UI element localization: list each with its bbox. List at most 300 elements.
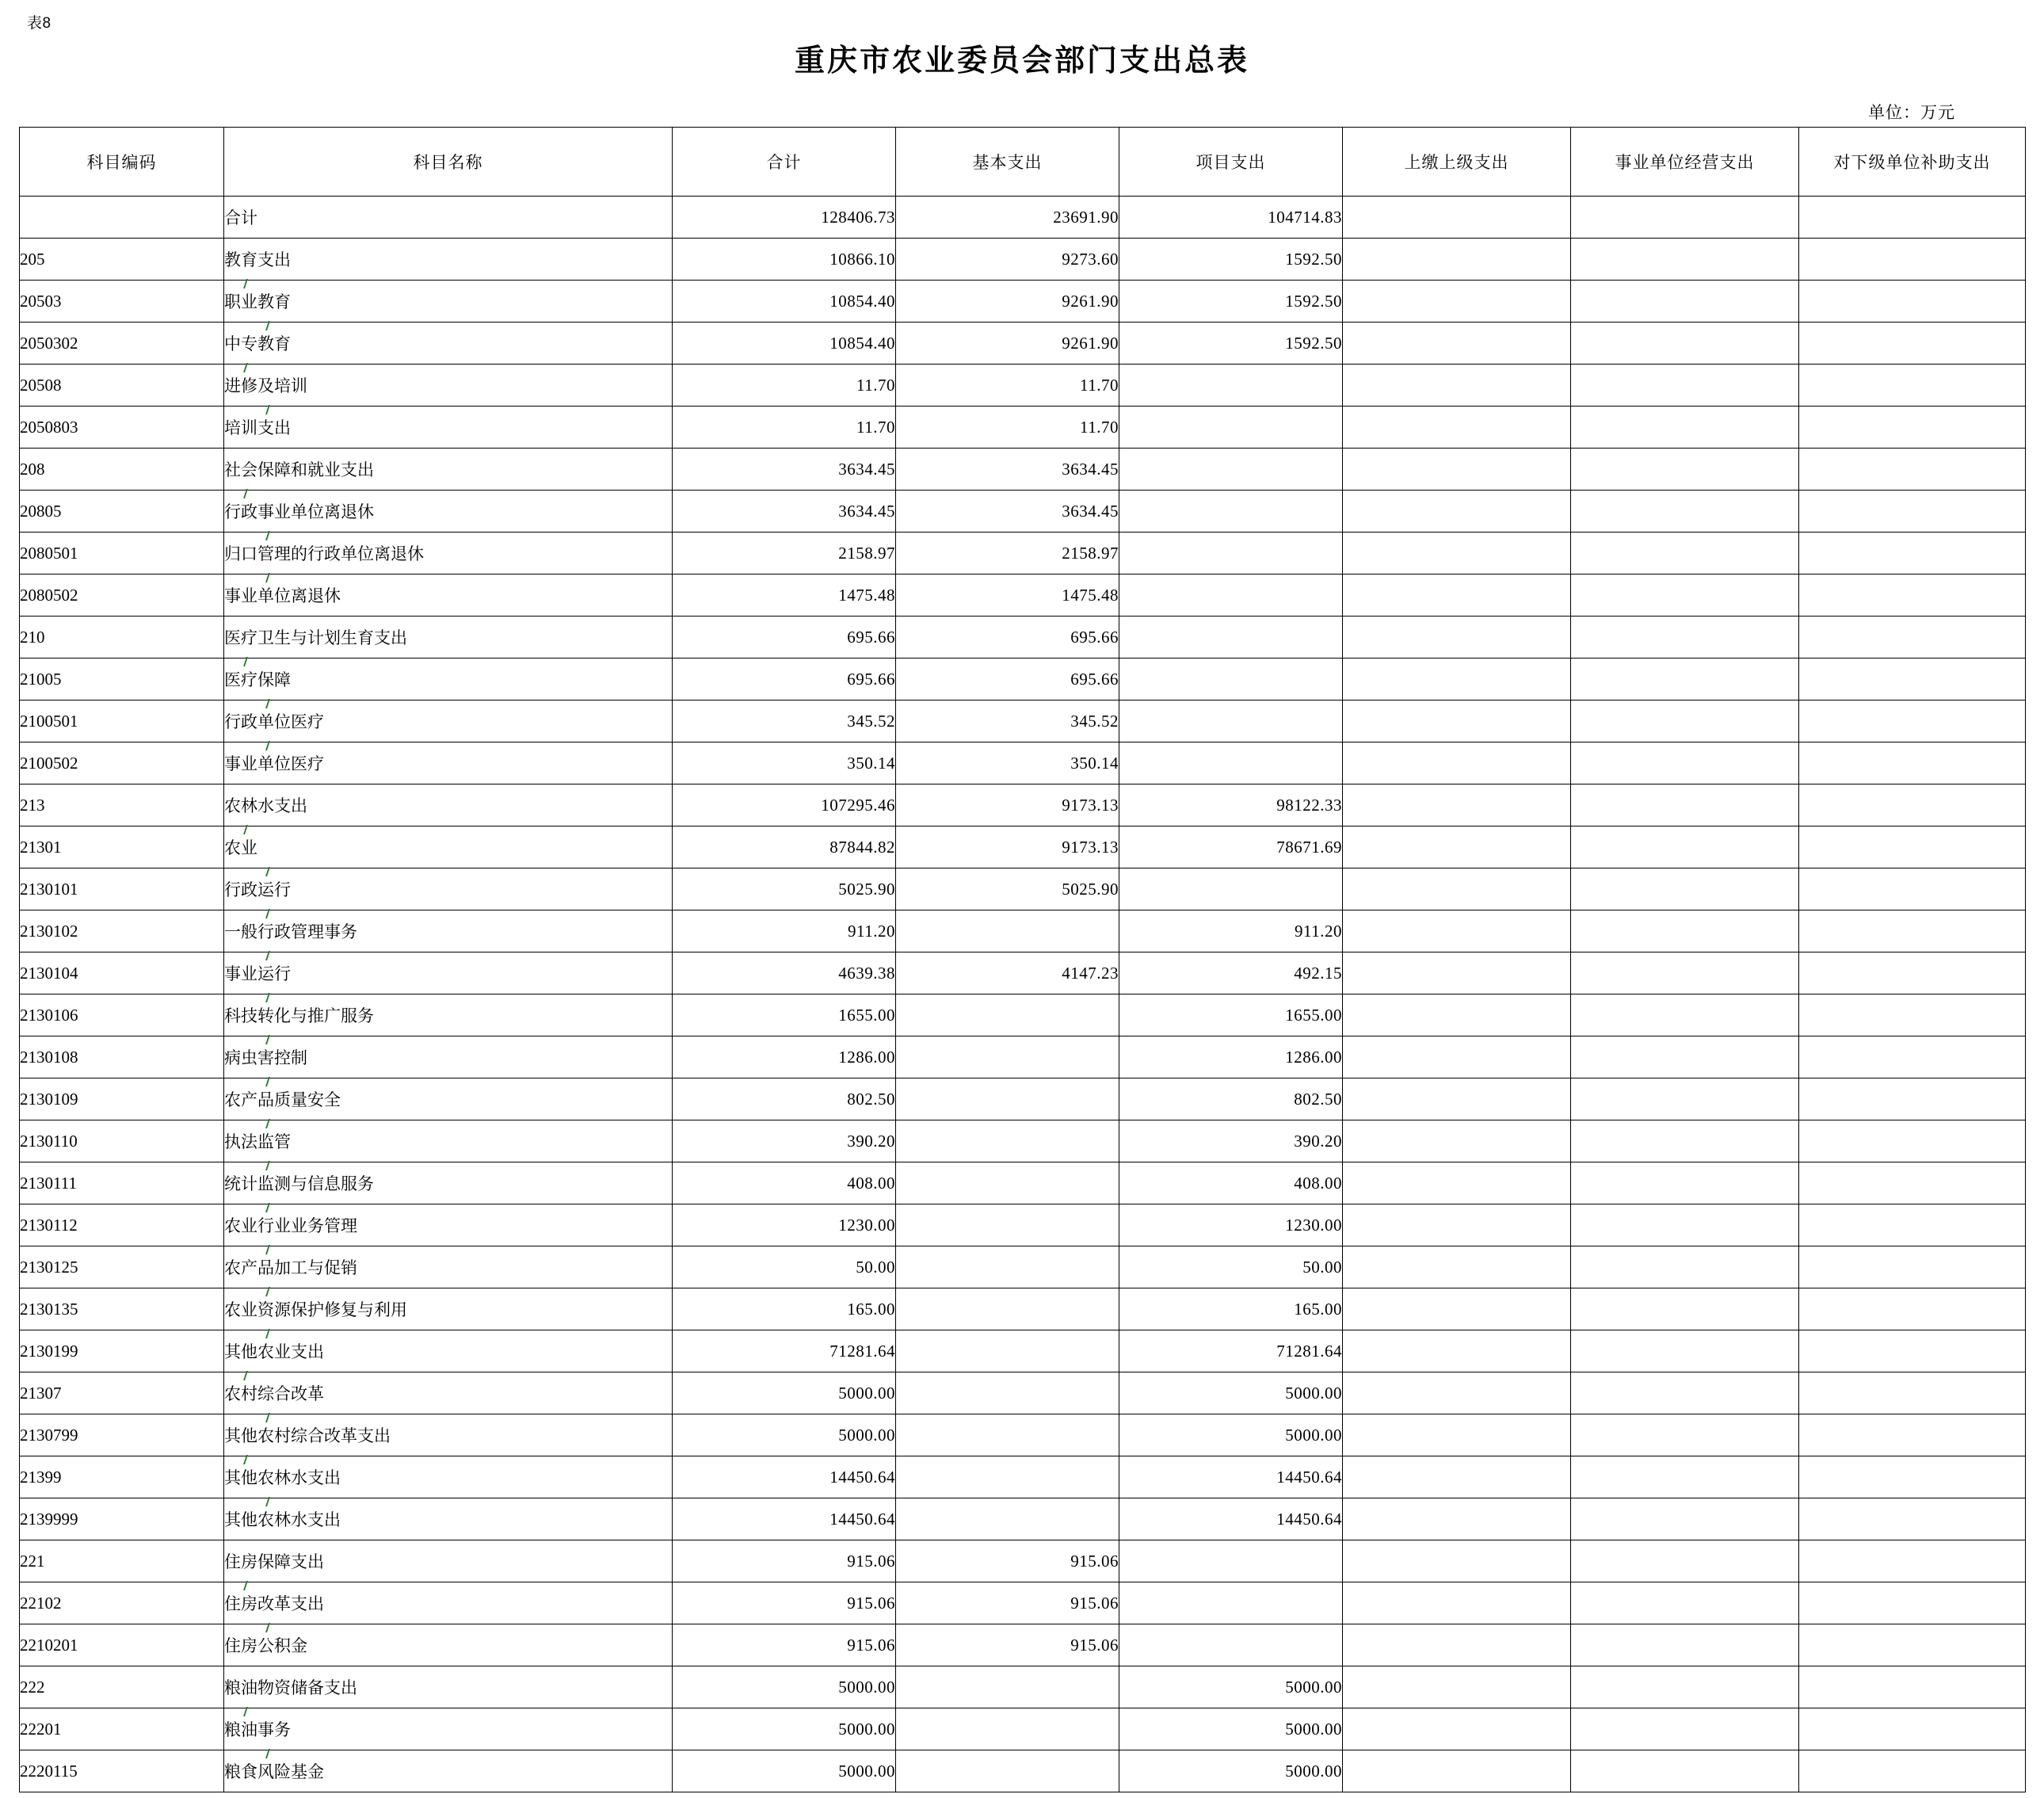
cell-project-expenditure: 1230.00 — [1119, 1204, 1343, 1246]
cell-remit-to-higher — [1343, 826, 1571, 868]
cell-subsidy-to-lower — [1799, 1456, 2026, 1498]
cell-subsidy-to-lower — [1799, 1708, 2026, 1750]
cell-total: 128406.73 — [673, 197, 896, 239]
table-row — [20, 1078, 2026, 1120]
cell-subject-name: 农村综合改革 — [224, 1372, 673, 1414]
cell-remit-to-higher — [1343, 1708, 1571, 1750]
cell-operating-expenditure — [1571, 784, 1799, 826]
cell-subject-code: 2220115 — [20, 1750, 224, 1792]
cell-remit-to-higher — [1343, 449, 1571, 491]
cell-subsidy-to-lower — [1799, 910, 2026, 952]
cell-remit-to-higher — [1343, 575, 1571, 617]
cell-subsidy-to-lower — [1799, 533, 2026, 575]
cell-subsidy-to-lower — [1799, 491, 2026, 533]
cell-subject-name: 住房公积金 — [224, 1624, 673, 1666]
cell-subsidy-to-lower — [1799, 1624, 2026, 1666]
cell-remit-to-higher — [1343, 533, 1571, 575]
cell-remit-to-higher — [1343, 952, 1571, 994]
table-row — [20, 742, 2026, 784]
cell-basic-expenditure — [896, 1330, 1119, 1372]
cell-total: 911.20 — [673, 910, 896, 952]
cell-subject-code: 20508 — [20, 365, 224, 407]
cell-operating-expenditure — [1571, 1708, 1799, 1750]
cell-basic-expenditure: 345.52 — [896, 700, 1119, 742]
cell-subject-name: 一般行政管理事务 — [224, 910, 673, 952]
cell-basic-expenditure — [896, 1204, 1119, 1246]
table-body — [20, 197, 2026, 1792]
table-row — [20, 365, 2026, 407]
cell-operating-expenditure — [1571, 491, 1799, 533]
cell-subject-code — [20, 197, 224, 239]
cell-subsidy-to-lower — [1799, 1414, 2026, 1456]
cell-total: 408.00 — [673, 1162, 896, 1204]
cell-basic-expenditure: 915.06 — [896, 1624, 1119, 1666]
cell-project-expenditure — [1119, 1582, 1343, 1624]
cell-operating-expenditure — [1571, 1120, 1799, 1162]
cell-subject-name: 科技转化与推广服务 — [224, 994, 673, 1036]
cell-project-expenditure: 98122.33 — [1119, 784, 1343, 826]
cell-operating-expenditure — [1571, 1456, 1799, 1498]
cell-subject-code: 221 — [20, 1540, 224, 1582]
cell-total: 1655.00 — [673, 994, 896, 1036]
cell-total: 10854.40 — [673, 281, 896, 323]
cell-subsidy-to-lower — [1799, 575, 2026, 617]
cell-subject-code: 210 — [20, 617, 224, 659]
table-row — [20, 1288, 2026, 1330]
cell-project-expenditure — [1119, 868, 1343, 910]
cell-basic-expenditure — [896, 1414, 1119, 1456]
cell-project-expenditure: 1655.00 — [1119, 994, 1343, 1036]
cell-subsidy-to-lower — [1799, 784, 2026, 826]
cell-subject-code: 2050803 — [20, 407, 224, 449]
cell-project-expenditure — [1119, 575, 1343, 617]
cell-total: 5025.90 — [673, 868, 896, 910]
column-header-name: 科目名称 — [224, 128, 673, 197]
cell-subject-name: 职业教育 — [224, 281, 673, 323]
cell-operating-expenditure — [1571, 700, 1799, 742]
cell-total: 915.06 — [673, 1540, 896, 1582]
cell-operating-expenditure — [1571, 1204, 1799, 1246]
table-row — [20, 826, 2026, 868]
cell-subject-name: 事业单位离退休 — [224, 575, 673, 617]
cell-total: 11.70 — [673, 365, 896, 407]
cell-project-expenditure: 1286.00 — [1119, 1036, 1343, 1078]
cell-total: 350.14 — [673, 742, 896, 784]
cell-project-expenditure: 1592.50 — [1119, 281, 1343, 323]
cell-total: 695.66 — [673, 617, 896, 659]
cell-subject-code: 2130135 — [20, 1288, 224, 1330]
cell-remit-to-higher — [1343, 1288, 1571, 1330]
cell-subject-code: 208 — [20, 449, 224, 491]
cell-total: 345.52 — [673, 700, 896, 742]
cell-remit-to-higher — [1343, 1414, 1571, 1456]
cell-subsidy-to-lower — [1799, 1288, 2026, 1330]
cell-project-expenditure — [1119, 1540, 1343, 1582]
cell-remit-to-higher — [1343, 700, 1571, 742]
cell-total: 3634.45 — [673, 449, 896, 491]
cell-subsidy-to-lower — [1799, 407, 2026, 449]
table-row — [20, 868, 2026, 910]
cell-total: 14450.64 — [673, 1498, 896, 1540]
cell-subject-name: 农业资源保护修复与利用 — [224, 1288, 673, 1330]
cell-subsidy-to-lower — [1799, 617, 2026, 659]
cell-project-expenditure — [1119, 365, 1343, 407]
cell-total: 1286.00 — [673, 1036, 896, 1078]
table-row — [20, 659, 2026, 700]
cell-remit-to-higher — [1343, 617, 1571, 659]
cell-remit-to-higher — [1343, 491, 1571, 533]
cell-remit-to-higher — [1343, 1582, 1571, 1624]
cell-project-expenditure: 165.00 — [1119, 1288, 1343, 1330]
table-row — [20, 1498, 2026, 1540]
cell-subject-name: 行政事业单位离退休 — [224, 491, 673, 533]
cell-basic-expenditure — [896, 1036, 1119, 1078]
cell-basic-expenditure: 9173.13 — [896, 784, 1119, 826]
cell-basic-expenditure: 9261.90 — [896, 323, 1119, 365]
cell-subject-code: 20503 — [20, 281, 224, 323]
cell-total: 14450.64 — [673, 1456, 896, 1498]
cell-project-expenditure — [1119, 659, 1343, 700]
cell-total: 5000.00 — [673, 1372, 896, 1414]
cell-remit-to-higher — [1343, 910, 1571, 952]
cell-remit-to-higher — [1343, 1204, 1571, 1246]
cell-operating-expenditure — [1571, 659, 1799, 700]
cell-subsidy-to-lower — [1799, 700, 2026, 742]
cell-operating-expenditure — [1571, 617, 1799, 659]
cell-project-expenditure — [1119, 700, 1343, 742]
cell-total: 10854.40 — [673, 323, 896, 365]
cell-subject-code: 2130111 — [20, 1162, 224, 1204]
cell-basic-expenditure: 695.66 — [896, 659, 1119, 700]
cell-project-expenditure: 78671.69 — [1119, 826, 1343, 868]
cell-subject-code: 2130106 — [20, 994, 224, 1036]
cell-remit-to-higher — [1343, 281, 1571, 323]
cell-remit-to-higher — [1343, 239, 1571, 281]
cell-remit-to-higher — [1343, 1036, 1571, 1078]
cell-basic-expenditure: 11.70 — [896, 407, 1119, 449]
cell-subject-code: 21301 — [20, 826, 224, 868]
table-row — [20, 1204, 2026, 1246]
cell-basic-expenditure — [896, 1246, 1119, 1288]
cell-remit-to-higher — [1343, 1540, 1571, 1582]
cell-remit-to-higher — [1343, 1078, 1571, 1120]
cell-operating-expenditure — [1571, 533, 1799, 575]
table-row — [20, 1414, 2026, 1456]
cell-operating-expenditure — [1571, 1162, 1799, 1204]
cell-subject-name: 社会保障和就业支出 — [224, 449, 673, 491]
table-row — [20, 1708, 2026, 1750]
cell-total: 1230.00 — [673, 1204, 896, 1246]
cell-total: 165.00 — [673, 1288, 896, 1330]
cell-remit-to-higher — [1343, 659, 1571, 700]
unit-note: 单位：万元 — [1868, 103, 1955, 122]
cell-operating-expenditure — [1571, 826, 1799, 868]
cell-operating-expenditure — [1571, 1246, 1799, 1288]
cell-operating-expenditure — [1571, 1078, 1799, 1120]
cell-remit-to-higher — [1343, 365, 1571, 407]
cell-subject-code: 2100502 — [20, 742, 224, 784]
table-row — [20, 1162, 2026, 1204]
table-row — [20, 491, 2026, 533]
table-row — [20, 1540, 2026, 1582]
cell-subsidy-to-lower — [1799, 952, 2026, 994]
cell-project-expenditure: 5000.00 — [1119, 1372, 1343, 1414]
cell-subsidy-to-lower — [1799, 826, 2026, 868]
table-row — [20, 994, 2026, 1036]
expenditure-table — [19, 127, 2026, 1792]
cell-basic-expenditure — [896, 1120, 1119, 1162]
cell-subsidy-to-lower — [1799, 239, 2026, 281]
cell-subject-name: 医疗卫生与计划生育支出 — [224, 617, 673, 659]
cell-basic-expenditure: 915.06 — [896, 1582, 1119, 1624]
cell-subject-name: 归口管理的行政单位离退休 — [224, 533, 673, 575]
cell-operating-expenditure — [1571, 1498, 1799, 1540]
cell-remit-to-higher — [1343, 742, 1571, 784]
sheet-number: 表8 — [27, 15, 51, 32]
cell-subject-code: 21399 — [20, 1456, 224, 1498]
cell-subject-code: 2130125 — [20, 1246, 224, 1288]
column-header-basic: 基本支出 — [896, 128, 1119, 197]
table-row — [20, 1666, 2026, 1708]
cell-subject-name: 行政运行 — [224, 868, 673, 910]
cell-project-expenditure: 5000.00 — [1119, 1750, 1343, 1792]
cell-remit-to-higher — [1343, 994, 1571, 1036]
cell-project-expenditure: 104714.83 — [1119, 197, 1343, 239]
cell-subject-code: 213 — [20, 784, 224, 826]
cell-total: 5000.00 — [673, 1414, 896, 1456]
cell-remit-to-higher — [1343, 784, 1571, 826]
table-row — [20, 1750, 2026, 1792]
cell-remit-to-higher — [1343, 1666, 1571, 1708]
cell-subsidy-to-lower — [1799, 449, 2026, 491]
cell-basic-expenditure — [896, 1708, 1119, 1750]
column-header-operating: 事业单位经营支出 — [1571, 128, 1799, 197]
cell-total: 5000.00 — [673, 1666, 896, 1708]
cell-subject-name: 医疗保障 — [224, 659, 673, 700]
cell-subject-code: 2130112 — [20, 1204, 224, 1246]
cell-subsidy-to-lower — [1799, 1582, 2026, 1624]
cell-basic-expenditure: 23691.90 — [896, 197, 1119, 239]
cell-subject-name: 农业 — [224, 826, 673, 868]
table-row — [20, 407, 2026, 449]
cell-subject-code: 2130108 — [20, 1036, 224, 1078]
table-row — [20, 1036, 2026, 1078]
cell-subject-name: 教育支出 — [224, 239, 673, 281]
cell-subsidy-to-lower — [1799, 1162, 2026, 1204]
table-row — [20, 700, 2026, 742]
table-row — [20, 784, 2026, 826]
cell-subsidy-to-lower — [1799, 1036, 2026, 1078]
cell-subject-name: 农林水支出 — [224, 784, 673, 826]
table-row — [20, 533, 2026, 575]
cell-subject-code: 20805 — [20, 491, 224, 533]
cell-subject-name: 合计 — [224, 197, 673, 239]
cell-subject-name: 事业运行 — [224, 952, 673, 994]
cell-remit-to-higher — [1343, 1162, 1571, 1204]
cell-subject-name: 住房改革支出 — [224, 1582, 673, 1624]
cell-subject-name: 农业行业业务管理 — [224, 1204, 673, 1246]
cell-subject-name: 行政单位医疗 — [224, 700, 673, 742]
cell-operating-expenditure — [1571, 1414, 1799, 1456]
cell-basic-expenditure — [896, 1666, 1119, 1708]
table-row — [20, 910, 2026, 952]
cell-subject-name: 农产品质量安全 — [224, 1078, 673, 1120]
cell-total: 10866.10 — [673, 239, 896, 281]
cell-basic-expenditure — [896, 1372, 1119, 1414]
cell-subject-code: 22201 — [20, 1708, 224, 1750]
cell-operating-expenditure — [1571, 952, 1799, 994]
cell-operating-expenditure — [1571, 197, 1799, 239]
cell-subject-code: 21307 — [20, 1372, 224, 1414]
cell-total: 5000.00 — [673, 1750, 896, 1792]
table-row — [20, 281, 2026, 323]
cell-operating-expenditure — [1571, 1372, 1799, 1414]
cell-operating-expenditure — [1571, 994, 1799, 1036]
table-row — [20, 449, 2026, 491]
cell-operating-expenditure — [1571, 1750, 1799, 1792]
cell-subject-name: 进修及培训 — [224, 365, 673, 407]
cell-subject-code: 2130109 — [20, 1078, 224, 1120]
cell-total: 2158.97 — [673, 533, 896, 575]
cell-total: 802.50 — [673, 1078, 896, 1120]
cell-total: 915.06 — [673, 1624, 896, 1666]
cell-subject-name: 其他农业支出 — [224, 1330, 673, 1372]
cell-project-expenditure: 50.00 — [1119, 1246, 1343, 1288]
cell-subject-code: 2130104 — [20, 952, 224, 994]
column-header-total: 合计 — [673, 128, 896, 197]
cell-subject-code: 2210201 — [20, 1624, 224, 1666]
cell-remit-to-higher — [1343, 1372, 1571, 1414]
cell-basic-expenditure: 5025.90 — [896, 868, 1119, 910]
cell-basic-expenditure: 695.66 — [896, 617, 1119, 659]
cell-project-expenditure: 1592.50 — [1119, 239, 1343, 281]
cell-project-expenditure: 14450.64 — [1119, 1456, 1343, 1498]
cell-operating-expenditure — [1571, 365, 1799, 407]
table-row — [20, 575, 2026, 617]
cell-remit-to-higher — [1343, 1330, 1571, 1372]
cell-total: 3634.45 — [673, 491, 896, 533]
cell-operating-expenditure — [1571, 281, 1799, 323]
cell-remit-to-higher — [1343, 1498, 1571, 1540]
cell-basic-expenditure — [896, 1498, 1119, 1540]
cell-subsidy-to-lower — [1799, 994, 2026, 1036]
cell-remit-to-higher — [1343, 1456, 1571, 1498]
table-row — [20, 1624, 2026, 1666]
cell-subject-name: 事业单位医疗 — [224, 742, 673, 784]
cell-subsidy-to-lower — [1799, 1078, 2026, 1120]
cell-remit-to-higher — [1343, 1624, 1571, 1666]
cell-total: 390.20 — [673, 1120, 896, 1162]
cell-basic-expenditure — [896, 1456, 1119, 1498]
cell-subsidy-to-lower — [1799, 365, 2026, 407]
cell-total: 695.66 — [673, 659, 896, 700]
cell-project-expenditure: 911.20 — [1119, 910, 1343, 952]
cell-subject-code: 2139999 — [20, 1498, 224, 1540]
cell-project-expenditure — [1119, 491, 1343, 533]
cell-subject-name: 统计监测与信息服务 — [224, 1162, 673, 1204]
cell-subsidy-to-lower — [1799, 1372, 2026, 1414]
table-row — [20, 323, 2026, 365]
cell-subject-name: 病虫害控制 — [224, 1036, 673, 1078]
cell-project-expenditure — [1119, 449, 1343, 491]
cell-subject-name: 粮油物资储备支出 — [224, 1666, 673, 1708]
cell-total: 915.06 — [673, 1582, 896, 1624]
table-row — [20, 197, 2026, 239]
cell-project-expenditure: 14450.64 — [1119, 1498, 1343, 1540]
cell-subsidy-to-lower — [1799, 1330, 2026, 1372]
cell-project-expenditure: 802.50 — [1119, 1078, 1343, 1120]
column-header-code: 科目编码 — [20, 128, 224, 197]
cell-project-expenditure: 408.00 — [1119, 1162, 1343, 1204]
cell-project-expenditure — [1119, 533, 1343, 575]
table-row — [20, 952, 2026, 994]
cell-operating-expenditure — [1571, 1036, 1799, 1078]
cell-total: 4639.38 — [673, 952, 896, 994]
cell-subject-name: 中专教育 — [224, 323, 673, 365]
cell-operating-expenditure — [1571, 868, 1799, 910]
table-header-row — [20, 128, 2026, 197]
cell-project-expenditure — [1119, 742, 1343, 784]
cell-basic-expenditure — [896, 994, 1119, 1036]
cell-remit-to-higher — [1343, 1246, 1571, 1288]
cell-subsidy-to-lower — [1799, 323, 2026, 365]
cell-subject-name: 培训支出 — [224, 407, 673, 449]
cell-project-expenditure: 5000.00 — [1119, 1666, 1343, 1708]
cell-remit-to-higher — [1343, 197, 1571, 239]
table-row — [20, 617, 2026, 659]
cell-operating-expenditure — [1571, 1666, 1799, 1708]
cell-subject-code: 2050302 — [20, 323, 224, 365]
cell-basic-expenditure: 9273.60 — [896, 239, 1119, 281]
cell-basic-expenditure — [896, 1288, 1119, 1330]
cell-basic-expenditure: 915.06 — [896, 1540, 1119, 1582]
cell-total: 107295.46 — [673, 784, 896, 826]
cell-operating-expenditure — [1571, 1288, 1799, 1330]
cell-total: 71281.64 — [673, 1330, 896, 1372]
cell-operating-expenditure — [1571, 1582, 1799, 1624]
cell-remit-to-higher — [1343, 868, 1571, 910]
cell-subsidy-to-lower — [1799, 1540, 2026, 1582]
cell-subject-code: 2080501 — [20, 533, 224, 575]
cell-basic-expenditure — [896, 1078, 1119, 1120]
cell-total: 87844.82 — [673, 826, 896, 868]
cell-project-expenditure: 492.15 — [1119, 952, 1343, 994]
cell-basic-expenditure — [896, 910, 1119, 952]
cell-operating-expenditure — [1571, 1540, 1799, 1582]
page-title: 重庆市农业委员会部门支出总表 — [794, 44, 1249, 78]
cell-basic-expenditure: 1475.48 — [896, 575, 1119, 617]
cell-basic-expenditure: 9173.13 — [896, 826, 1119, 868]
cell-subject-code: 2130101 — [20, 868, 224, 910]
cell-subject-code: 205 — [20, 239, 224, 281]
column-header-remit: 上缴上级支出 — [1343, 128, 1571, 197]
cell-basic-expenditure: 11.70 — [896, 365, 1119, 407]
cell-project-expenditure: 1592.50 — [1119, 323, 1343, 365]
cell-project-expenditure — [1119, 407, 1343, 449]
cell-total: 5000.00 — [673, 1708, 896, 1750]
cell-basic-expenditure: 3634.45 — [896, 491, 1119, 533]
cell-subject-name: 住房保障支出 — [224, 1540, 673, 1582]
cell-subject-code: 2130199 — [20, 1330, 224, 1372]
table-row — [20, 239, 2026, 281]
cell-operating-expenditure — [1571, 1624, 1799, 1666]
cell-subject-code: 2080502 — [20, 575, 224, 617]
cell-remit-to-higher — [1343, 1750, 1571, 1792]
cell-project-expenditure: 5000.00 — [1119, 1708, 1343, 1750]
cell-subject-name: 农产品加工与促销 — [224, 1246, 673, 1288]
cell-operating-expenditure — [1571, 910, 1799, 952]
cell-subsidy-to-lower — [1799, 197, 2026, 239]
